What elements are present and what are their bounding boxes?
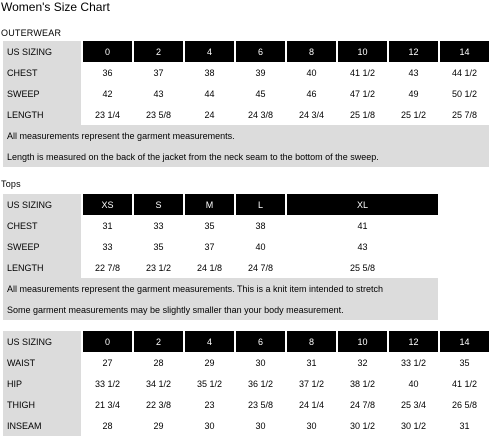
row-label: LENGTH — [3, 257, 81, 278]
table-cell: 35 — [153, 241, 164, 252]
table-cell: 33 — [102, 241, 113, 252]
size-header: 4 — [185, 331, 234, 352]
table-cell: 43 — [153, 88, 164, 99]
table-cell: 29 — [204, 357, 215, 368]
row-label: CHEST — [3, 62, 81, 83]
table-cell: 45 — [255, 88, 266, 99]
table-cell: 30 — [255, 357, 266, 368]
size-header: 14 — [440, 331, 489, 352]
table-row — [3, 215, 438, 236]
table-cell: 26 5/8 — [451, 399, 478, 410]
table-cell: 29 — [153, 420, 164, 431]
size-header-row — [3, 331, 489, 352]
size-header: 0 — [83, 41, 132, 62]
row-label: HIP — [3, 373, 81, 394]
row-label: THIGH — [3, 394, 81, 415]
table-cell: 31 — [306, 357, 317, 368]
table-cell: 23 — [204, 399, 215, 410]
table-cell: 49 — [408, 88, 419, 99]
table-cell: 40 — [408, 378, 419, 389]
table-cell: 34 1/2 — [145, 378, 172, 389]
size-header: 12 — [389, 41, 438, 62]
measurement-note: All measurements represent the garment measurements. This is a knit item intended to stretch — [3, 278, 438, 299]
table-cell: 47 1/2 — [349, 88, 376, 99]
table-row — [3, 257, 438, 278]
table-row — [3, 373, 489, 394]
size-header: 14 — [440, 41, 489, 62]
table-cell: 23 1/2 — [145, 262, 172, 273]
table-cell: 38 — [204, 67, 215, 78]
table-cell: 30 — [306, 420, 317, 431]
size-header: 0 — [83, 331, 132, 352]
table-cell: 50 1/2 — [451, 88, 478, 99]
table-cell: 35 1/2 — [196, 378, 223, 389]
table-cell: 24 3/4 — [298, 109, 325, 120]
size-header-row — [3, 41, 489, 62]
table-cell: 41 1/2 — [349, 67, 376, 78]
table-cell: 24 7/8 — [247, 262, 274, 273]
table-cell: 36 — [102, 67, 113, 78]
size-header: 6 — [236, 331, 285, 352]
table-cell: 33 1/2 — [400, 357, 427, 368]
table-cell: 42 — [102, 88, 113, 99]
table-cell: 35 — [459, 357, 470, 368]
outerwear-heading: OUTERWEAR — [1, 28, 62, 38]
outerwear-size-table — [1, 41, 490, 167]
table-cell: 22 7/8 — [94, 262, 121, 273]
table-cell: 27 — [102, 357, 113, 368]
table-cell: 22 3/8 — [145, 399, 172, 410]
table-cell: 25 7/8 — [451, 109, 478, 120]
table-cell: 31 — [102, 220, 113, 231]
table-cell: 35 — [204, 220, 215, 231]
page-title: Women's Size Chart — [1, 0, 110, 14]
table-cell: 25 3/4 — [400, 399, 427, 410]
table-cell: 24 1/8 — [196, 262, 223, 273]
size-header: XS — [83, 194, 132, 215]
row-label: SWEEP — [3, 83, 81, 104]
size-header-row — [3, 194, 438, 215]
size-header: 4 — [185, 41, 234, 62]
row-label: SWEEP — [3, 236, 81, 257]
table-cell: 23 1/4 — [94, 109, 121, 120]
bottoms-size-table — [1, 331, 490, 436]
measurement-note: All measurements represent the garment measurements. — [3, 125, 489, 146]
size-header: 10 — [338, 41, 387, 62]
table-cell: 36 1/2 — [247, 378, 274, 389]
tops-heading: Tops — [1, 179, 21, 189]
table-cell: 44 — [204, 88, 215, 99]
table-cell: 43 — [357, 241, 368, 252]
table-row — [3, 394, 489, 415]
table-cell: 21 3/4 — [94, 399, 121, 410]
table-cell: 25 5/8 — [349, 262, 376, 273]
row-label: INSEAM — [3, 415, 81, 436]
note-row — [3, 125, 489, 146]
table-cell: 28 — [102, 420, 113, 431]
table-row — [3, 62, 489, 83]
tops-size-table — [1, 194, 440, 320]
table-cell: 41 — [357, 220, 368, 231]
table-cell: 38 — [255, 220, 266, 231]
size-header: 8 — [287, 41, 336, 62]
table-cell: 41 1/2 — [451, 378, 478, 389]
size-label: US SIZING — [3, 331, 81, 352]
table-cell: 30 1/2 — [400, 420, 427, 431]
size-label: US SIZING — [3, 194, 81, 215]
table-cell: 39 — [255, 67, 266, 78]
size-header: 8 — [287, 331, 336, 352]
table-cell: 24 3/8 — [247, 109, 274, 120]
note-row — [3, 278, 438, 299]
table-row — [3, 104, 489, 125]
size-header: M — [185, 194, 234, 215]
size-header: 2 — [134, 41, 183, 62]
table-row — [3, 415, 489, 436]
note-row — [3, 146, 489, 167]
table-cell: 30 — [255, 420, 266, 431]
row-label: CHEST — [3, 215, 81, 236]
note-row — [3, 299, 438, 320]
table-row — [3, 83, 489, 104]
table-cell: 24 — [204, 109, 215, 120]
table-cell: 30 — [204, 420, 215, 431]
size-header: 12 — [389, 331, 438, 352]
measurement-note: Length is measured on the back of the jacket from the neck seam to the bottom of the sweep. — [3, 146, 489, 167]
table-row — [3, 352, 489, 373]
table-cell: 46 — [306, 88, 317, 99]
table-row — [3, 236, 438, 257]
size-header: XL — [287, 194, 438, 215]
table-cell: 25 1/8 — [349, 109, 376, 120]
table-cell: 37 — [204, 241, 215, 252]
table-cell: 31 — [459, 420, 470, 431]
row-label: LENGTH — [3, 104, 81, 125]
table-cell: 33 — [153, 220, 164, 231]
table-cell: 33 1/2 — [94, 378, 121, 389]
measurement-note: Some garment measurements may be slightly smaller than your body measurement. — [3, 299, 438, 320]
table-cell: 24 7/8 — [349, 399, 376, 410]
size-header: L — [236, 194, 285, 215]
size-header: 10 — [338, 331, 387, 352]
table-cell: 43 — [408, 67, 419, 78]
table-cell: 24 1/4 — [298, 399, 325, 410]
table-cell: 37 — [153, 67, 164, 78]
table-cell: 23 5/8 — [247, 399, 274, 410]
table-cell: 25 1/2 — [400, 109, 427, 120]
table-cell: 28 — [153, 357, 164, 368]
table-cell: 23 5/8 — [145, 109, 172, 120]
table-cell: 32 — [357, 357, 368, 368]
size-label: US SIZING — [3, 41, 81, 62]
table-cell: 38 1/2 — [349, 378, 376, 389]
table-cell: 30 1/2 — [349, 420, 376, 431]
table-cell: 37 1/2 — [298, 378, 325, 389]
table-cell: 40 — [255, 241, 266, 252]
size-header: S — [134, 194, 183, 215]
table-cell: 44 1/2 — [451, 67, 478, 78]
size-header: 2 — [134, 331, 183, 352]
table-cell: 40 — [306, 67, 317, 78]
size-header: 6 — [236, 41, 285, 62]
row-label: WAIST — [3, 352, 81, 373]
